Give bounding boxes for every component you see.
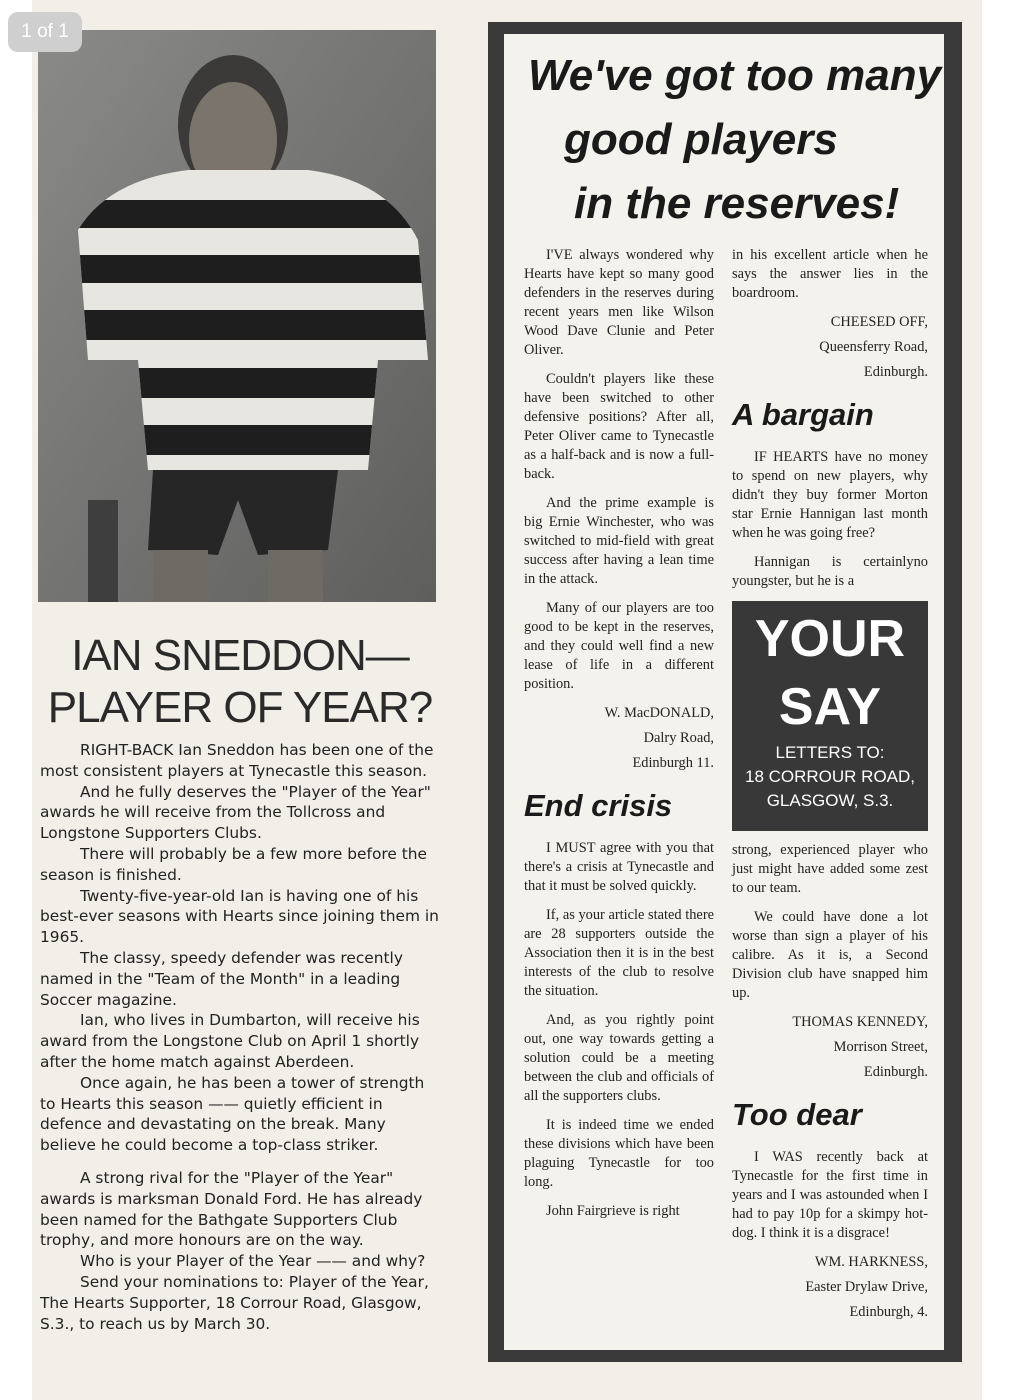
letter-paragraph: Hannigan is certainlyno youngster, but he is a [732, 554, 928, 589]
letter-signature-name: CHEESED OFF, [830, 314, 928, 330]
letter-signature-street: Morrison Street, [833, 1039, 928, 1055]
article-paragraph: Who is your Player of the Year —— and why? [80, 1252, 426, 1271]
title-line-3: in the reserves! [574, 179, 900, 228]
player-photo [38, 30, 436, 602]
letter-signature-city: Edinburgh, 4. [849, 1304, 928, 1320]
your-say-word-1: YOUR [754, 610, 906, 668]
letter-paragraph: And, as you rightly point out, one way towards getting a solution could be a meeting between the club and officials of all the supporters clubs. [524, 1012, 714, 1104]
article-paragraph: Ian, who lives in Dumbarton, will receive his award from the Longstone Club on April 1 shortly after the home match against Aberdeen. [40, 1011, 420, 1071]
letter-signature-street: Easter Drylaw Drive, [805, 1279, 928, 1295]
your-say-line-2: 18 CORROUR ROAD, [744, 767, 916, 786]
letter-signature-street: Dalry Road, [643, 730, 714, 746]
letter-continued: in his excellent article when he says the answer lies in the boardroom. [732, 247, 928, 301]
article-paragraph: RIGHT-BACK Ian Sneddon has been one of the most consistent players at Tynecastle this season. [40, 741, 434, 780]
your-say-line-1: LETTERS TO: [775, 743, 885, 762]
letter-paragraph: Couldn't players like these have been switched to other defensive positions? After all, Peter Oliver came to Tynecastle as a half-back and is now a full-back. [524, 371, 714, 482]
your-say-box [732, 601, 928, 831]
letter-paragraph: Many of our players are too good to be kept in the reserves, and they could well find a new lease of life in a different position. [524, 600, 714, 692]
your-say-word-2: SAY [778, 678, 882, 736]
article-paragraph: Send your nominations to: Player of the Year, The Hearts Supporter, 18 Corrour Road, Glasgow, S.3., to reach us by March 30. [40, 1272, 429, 1333]
letter-paragraph: We could have done a lot worse than sign a player of his calibre. As it is, a Second Division club have snapped him up. [732, 909, 928, 1001]
article-paragraph: Once again, he has been a tower of strength to Hearts this season —— quietly efficient in defence and devastating on the break. Many believe he could become a top-class striker. [40, 1073, 425, 1155]
letter-too-dear [732, 1096, 928, 1322]
letters-column-right [732, 246, 928, 1328]
letter-paragraph: If, as your article stated there are 28 supporters outside the Association then it is in the best interests of the club to resolve the situation. [524, 907, 714, 999]
letter-heading: A bargain [732, 397, 874, 432]
letter-end-crisis [524, 787, 714, 1221]
letter-paragraph: It is indeed time we ended these divisions which have been plaguing Tynecastle for too long. [524, 1117, 714, 1190]
article-paragraph: A strong rival for the "Player of the Year" awards is marksman Donald Ford. He has already been named for the Bathgate Supporters Club trophy, and more honours are on the way. [40, 1168, 423, 1250]
article-paragraph: The classy, speedy defender was recently named in the "Team of the Month" in a leading Soccer magazine. [40, 948, 403, 1009]
letter-reserves [524, 246, 714, 773]
letter-signature-city: Edinburgh. [863, 1064, 928, 1080]
letter-paragraph: And the prime example is big Ernie Winchester, who was switched to mid-field with great success after having a lean time in the attack. [524, 495, 714, 587]
letter-signature-name: WM. HARKNESS, [814, 1254, 928, 1270]
letter-continued: strong, experienced player who just might have added some zest to our team. [732, 842, 928, 896]
letter-paragraph: I WAS recently back at Tynecastle for the first time in years and I was astounded when I had to pay 10p for a skimpy hot-dog. I think it is a disgrace! [732, 1149, 928, 1241]
letter-heading: Too dear [732, 1097, 862, 1132]
headline-line-1: IAN SNEDDON— [71, 631, 409, 680]
your-say-line-3: GLASGOW, S.3. [766, 791, 894, 810]
page-counter: 1 of 1 [8, 12, 82, 52]
letter-paragraph: I MUST agree with you that there's a crisis at Tynecastle and that it must be solved quickly. [524, 840, 714, 894]
letters-column-left [524, 246, 714, 1231]
article-paragraph: There will probably be a few more before the season is finished. [40, 844, 427, 884]
letters-frame [488, 22, 962, 1362]
letter-paragraph: IF HEARTS have no money to spend on new players, why didn't they buy former Morton star Ernie Hannigan last month when he was going free? [732, 449, 928, 541]
letter-bargain [732, 396, 928, 591]
letter-signature-city: Edinburgh 11. [632, 755, 714, 771]
letter-paragraph: I'VE always wondered why Hearts have kept so many good defenders in the reserves during recent years men like Wilson Wood Dave Clunie and Peter Oliver. [524, 247, 714, 358]
letter-paragraph: John Fairgrieve is right [546, 1203, 680, 1219]
letter-heading: End crisis [524, 788, 673, 823]
letter-signature-name: THOMAS KENNEDY, [792, 1014, 928, 1030]
headline-line-2: PLAYER OF YEAR? [47, 683, 433, 732]
title-line-1: We've got too many [528, 51, 942, 100]
letters-panel [504, 34, 944, 1350]
letter-signature-street: Queensferry Road, [819, 339, 928, 355]
article-paragraph: Twenty-five-year-old Ian is having one of his best-ever seasons with Hearts since joining them in 1965. [40, 886, 439, 947]
letters-title [514, 44, 942, 236]
letter-signature-city: Edinburgh. [863, 364, 928, 380]
article-paragraph: And he fully deserves the "Player of the Year" awards he will receive from the Tollcross and Longstone Supporters Clubs. [40, 782, 431, 843]
article-body [40, 740, 440, 1334]
title-line-2: good players [564, 115, 838, 164]
player-photo-image [38, 30, 436, 602]
letter-signature-name: W. MacDONALD, [604, 705, 714, 721]
article-headline [40, 630, 440, 734]
